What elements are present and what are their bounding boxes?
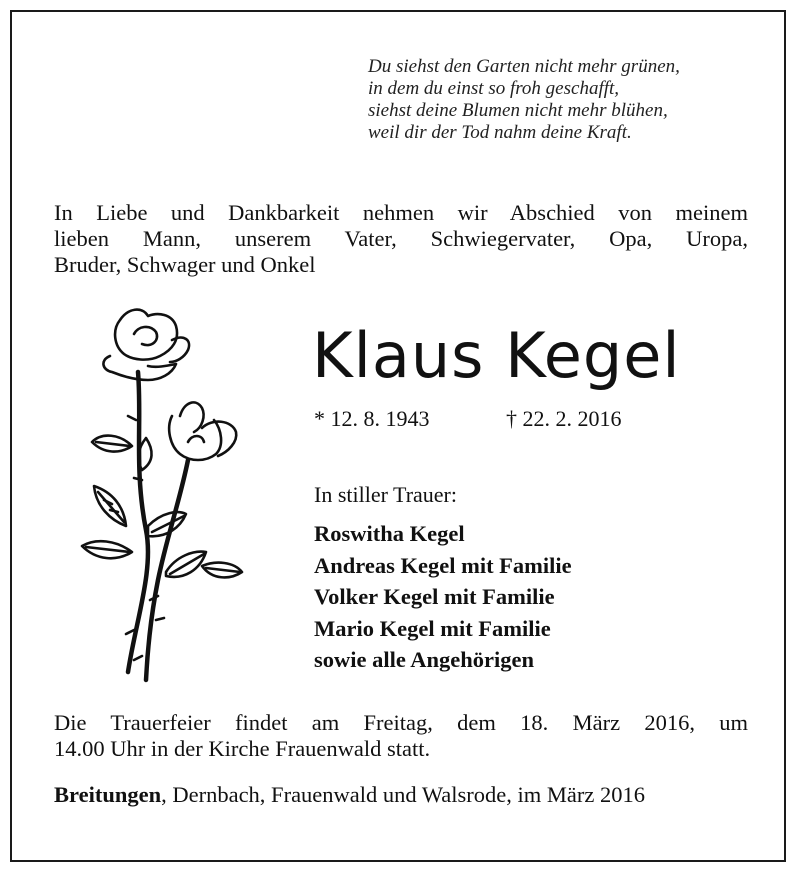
mourner-name: Mario Kegel mit Familie: [314, 615, 551, 641]
places-rest: , Dernbach, Frauenwald und Walsrode, im März 2016: [161, 782, 646, 807]
poem-line: weil dir der Tod nahm deine Kraft.: [368, 122, 632, 143]
intro-line: In Liebe und Dankbarkeit nehmen wir Abschied von meinem: [54, 200, 748, 225]
poem-line: Du siehst den Garten nicht mehr grünen,: [368, 56, 680, 77]
deceased-name: Klaus Kegel: [312, 319, 681, 392]
service-line: Die Trauerfeier findet am Freitag, dem 18. März 2016, um: [54, 710, 748, 735]
places-and-date: [54, 782, 748, 808]
intro-line: lieben Mann, unserem Vater, Schwiegervater, Opa, Uropa,: [54, 226, 748, 251]
funeral-service-info: [54, 710, 748, 762]
mourner-name: Andreas Kegel mit Familie: [314, 552, 572, 578]
place-bold: Breitungen: [54, 782, 162, 807]
death-date: † 22. 2. 2016: [506, 406, 622, 431]
mourner-name: sowie alle Angehörigen: [314, 647, 534, 672]
mourner-name: Roswitha Kegel: [314, 521, 465, 546]
mourning-label: In stiller Trauer:: [314, 482, 457, 507]
mourners-list: [314, 518, 572, 676]
poem-line: in dem du einst so froh geschafft,: [368, 78, 620, 99]
intro-line: Bruder, Schwager und Onkel: [54, 252, 316, 277]
birth-date: * 12. 8. 1943: [314, 406, 430, 431]
service-line: 14.00 Uhr in der Kirche Frauenwald statt.: [54, 736, 431, 761]
intro-text: [54, 200, 748, 278]
poem: [368, 56, 768, 144]
mourner-name: Volker Kegel mit Familie: [314, 584, 555, 609]
rose-drawing-icon: [76, 300, 256, 690]
poem-line: siehst deine Blumen nicht mehr blühen,: [368, 100, 668, 121]
